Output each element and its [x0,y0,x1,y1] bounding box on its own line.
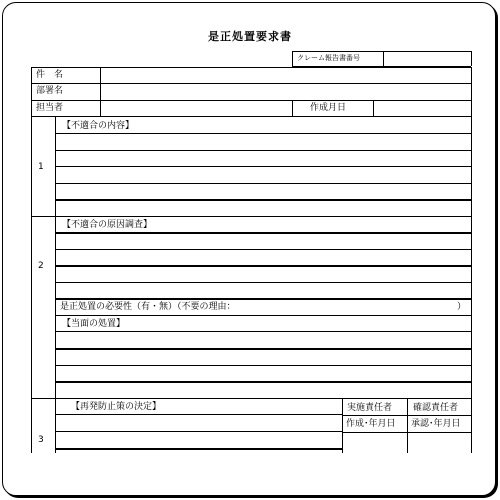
current-action-line [55,381,471,383]
section3-content-field[interactable] [56,415,341,453]
subject-label: 件 名 [36,70,64,80]
section1-line [55,199,471,201]
section1-content-field[interactable] [56,134,470,198]
date-divider [292,100,293,116]
section2-number: 2 [38,261,44,271]
current-action-top-line [55,315,471,316]
necessity-text: 是正処置の必要性（有・無）（不要の理由： [60,302,236,312]
approval-ymd-label: 承認･年月日 [411,419,461,429]
current-action-heading: 【当面の処置】 [62,319,126,329]
current-action-field[interactable] [56,332,470,380]
dept-field[interactable] [101,84,470,100]
section-divider [31,398,471,399]
created-date-field[interactable] [374,101,470,116]
section2-heading: 【不適合の原因調査】 [62,220,153,230]
section-divider [31,216,471,217]
created-date-label: 作成月日 [310,103,347,113]
section3-number: 3 [38,435,44,445]
confirm-person-label: 確認責任者 [413,403,459,413]
responsibility-line [342,415,471,416]
table-right-border [471,67,472,453]
info-row-line [31,116,471,117]
created-ymd-label: 作成･年月日 [346,419,396,429]
claim-box-right [471,51,472,66]
subject-field[interactable] [101,68,470,83]
section1-heading: 【不適合の内容】 [62,121,135,131]
table-left-border [31,67,32,453]
section3-heading: 【再発防止策の決定】 [71,402,162,412]
person-field[interactable] [101,101,291,116]
created-date-sign-field[interactable] [343,433,406,453]
dept-label: 部署名 [36,86,64,96]
impl-person-label: 実施責任者 [347,403,393,413]
section1-number: 1 [38,162,44,172]
approval-date-sign-field[interactable] [408,433,470,453]
claim-number-field[interactable] [384,52,470,65]
necessity-close-paren: ） [457,302,467,312]
necessity-reason-field[interactable] [250,300,450,314]
claim-box-left [292,51,293,66]
claim-number-label: クレーム報告書番号 [297,54,360,62]
person-label: 担当者 [36,103,64,113]
section2-content-field[interactable] [56,234,470,297]
form-title: 是正処置要求書 [208,30,292,43]
